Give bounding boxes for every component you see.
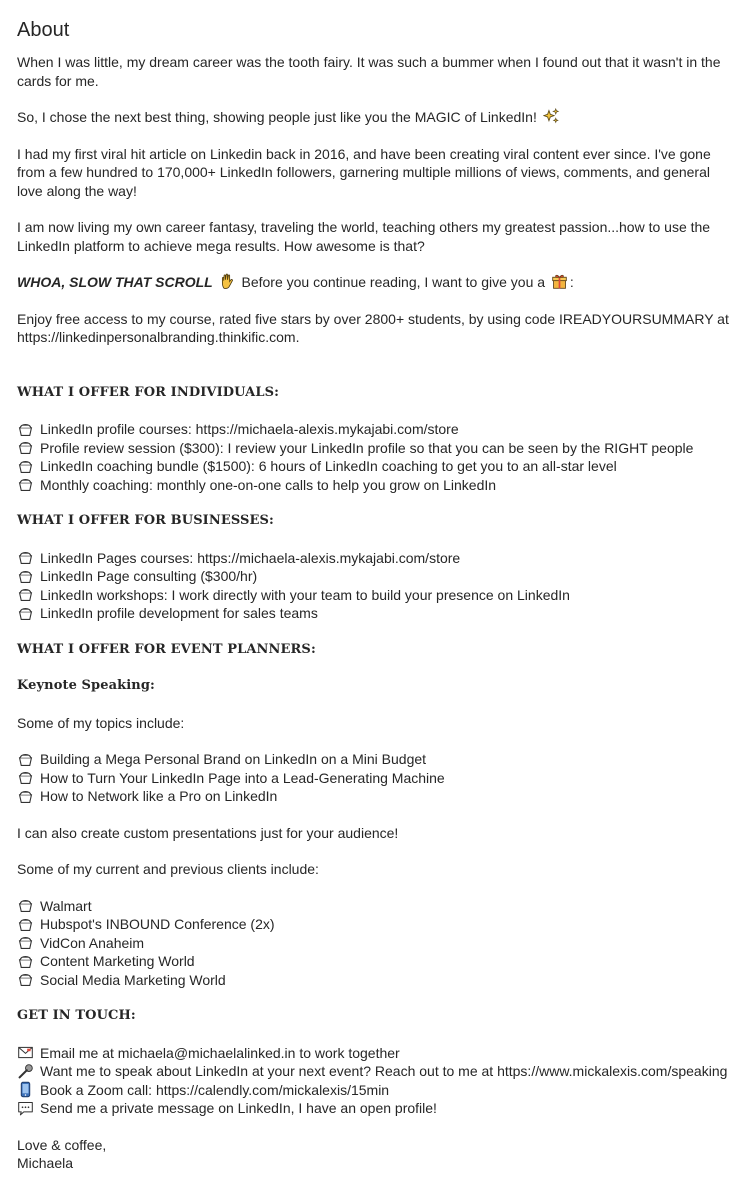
coffee-cup-icon — [17, 439, 34, 456]
coffee-cup-icon — [17, 568, 34, 585]
coffee-cup-icon — [17, 916, 34, 933]
list-item: LinkedIn coaching bundle ($1500): 6 hours of LinkedIn coaching to get you to an all-star level — [17, 457, 733, 476]
phone-icon — [17, 1081, 34, 1098]
coffee-cup-icon — [17, 897, 34, 914]
list-item: How to Network like a Pro on LinkedIn — [17, 787, 733, 806]
list-item: Email me at michaela@michaelalinked.in to work together — [17, 1044, 733, 1063]
clients-list — [17, 897, 733, 990]
list-item: Want me to speak about LinkedIn at your next event? Reach out to me at https://www.mickalexis.com/speaking — [17, 1062, 733, 1081]
keynote-heading: Keynote Speaking: — [17, 678, 155, 693]
about-paragraph-3: I had my first viral hit article on Linkedin back in 2016, and have been creating viral content ever since. I've gone from a few hundred to 170,000+ LinkedIn followers, garnering multiple millions of views, comments, and general love along the way! — [17, 145, 711, 199]
individuals-heading: WHAT I OFFER FOR INDIVIDUALS: — [17, 384, 279, 400]
coffee-cup-icon — [17, 586, 34, 603]
list-item: How to Turn Your LinkedIn Page into a Lead-Generating Machine — [17, 769, 733, 788]
list-item: Social Media Marketing World — [17, 971, 733, 990]
coffee-cup-icon — [17, 458, 34, 475]
coffee-cup-icon — [17, 421, 34, 438]
coffee-cup-icon — [17, 476, 34, 493]
coffee-cup-icon — [17, 971, 34, 988]
coffee-cup-icon — [17, 788, 34, 805]
coffee-cup-icon — [17, 549, 34, 566]
businesses-list — [17, 549, 733, 623]
event-planners-heading: WHAT I OFFER FOR EVENT PLANNERS: — [17, 641, 316, 657]
signoff-line: Love & coffee, — [17, 1136, 107, 1153]
businesses-heading: WHAT I OFFER FOR BUSINESSES: — [17, 513, 274, 528]
list-item: LinkedIn profile courses: https://michaela-alexis.mykajabi.com/store — [17, 420, 733, 439]
envelope-icon — [17, 1044, 34, 1061]
coffee-cup-icon — [17, 769, 34, 786]
list-item: Content Marketing World — [17, 952, 733, 971]
list-item: Monthly coaching: monthly one-on-one calls to help you grow on LinkedIn — [17, 476, 733, 495]
about-paragraph-4: I am now living my own career fantasy, traveling the world, teaching others my greatest passion...how to use the LinkedIn platform to achieve mega results. How awesome is that? — [17, 219, 711, 254]
list-item: Hubspot's INBOUND Conference (2x) — [17, 915, 733, 934]
topics-list — [17, 750, 733, 806]
whoa-emphasis: WHOA, SLOW THAT SCROLL — [17, 274, 213, 290]
about-paragraph-2: So, I chose the next best thing, showing people just like you the MAGIC of LinkedIn! — [17, 108, 733, 127]
contact-list — [17, 1044, 733, 1118]
about-paragraph-1: When I was little, my dream career was the tooth fairy. It was such a bummer when I found out that it wasn't in the cards for me. — [17, 54, 721, 89]
list-item: LinkedIn Page consulting ($300/hr) — [17, 567, 733, 586]
whoa-line: WHOA, SLOW THAT SCROLL Before you continue reading, I want to give you a : — [17, 274, 574, 290]
list-item: Profile review session ($300): I review your LinkedIn profile so that you can be seen by the RIGHT people — [17, 439, 733, 458]
contact-heading: GET IN TOUCH: — [17, 1008, 136, 1023]
individuals-list — [17, 420, 733, 494]
list-item: Building a Mega Personal Brand on LinkedIn on a Mini Budget — [17, 750, 733, 769]
microphone-icon — [17, 1063, 34, 1080]
list-item: VidCon Anaheim — [17, 934, 733, 953]
coffee-cup-icon — [17, 934, 34, 951]
coffee-cup-icon — [17, 605, 34, 622]
clients-intro: Some of my current and previous clients include: — [17, 861, 319, 877]
list-item: LinkedIn Pages courses: https://michaela-alexis.mykajabi.com/store — [17, 549, 733, 568]
custom-presentations: I can also create custom presentations just for your audience! — [17, 824, 399, 841]
list-item: Walmart — [17, 897, 733, 916]
section-title: About — [17, 19, 70, 41]
hand-stop-icon — [219, 273, 236, 290]
coffee-cup-icon — [17, 751, 34, 768]
topics-intro: Some of my topics include: — [17, 714, 185, 731]
signature-name: Michaela — [17, 1155, 74, 1171]
list-item: Book a Zoom call: https://calendly.com/mickalexis/15min — [17, 1081, 733, 1100]
speech-bubble-icon — [17, 1100, 34, 1117]
gift-icon — [551, 273, 568, 290]
about-paragraph-5: Enjoy free access to my course, rated five stars by over 2800+ students, by using code IREADYOURSUMMARY at https://linkedinpersonalbranding.thinkific.com. — [17, 310, 729, 345]
list-item: Send me a private message on LinkedIn, I have an open profile! — [17, 1099, 733, 1118]
list-item: LinkedIn workshops: I work directly with your team to build your presence on LinkedIn — [17, 586, 733, 605]
list-item: LinkedIn profile development for sales teams — [17, 604, 733, 623]
sparkles-icon — [543, 108, 560, 125]
coffee-cup-icon — [17, 953, 34, 970]
